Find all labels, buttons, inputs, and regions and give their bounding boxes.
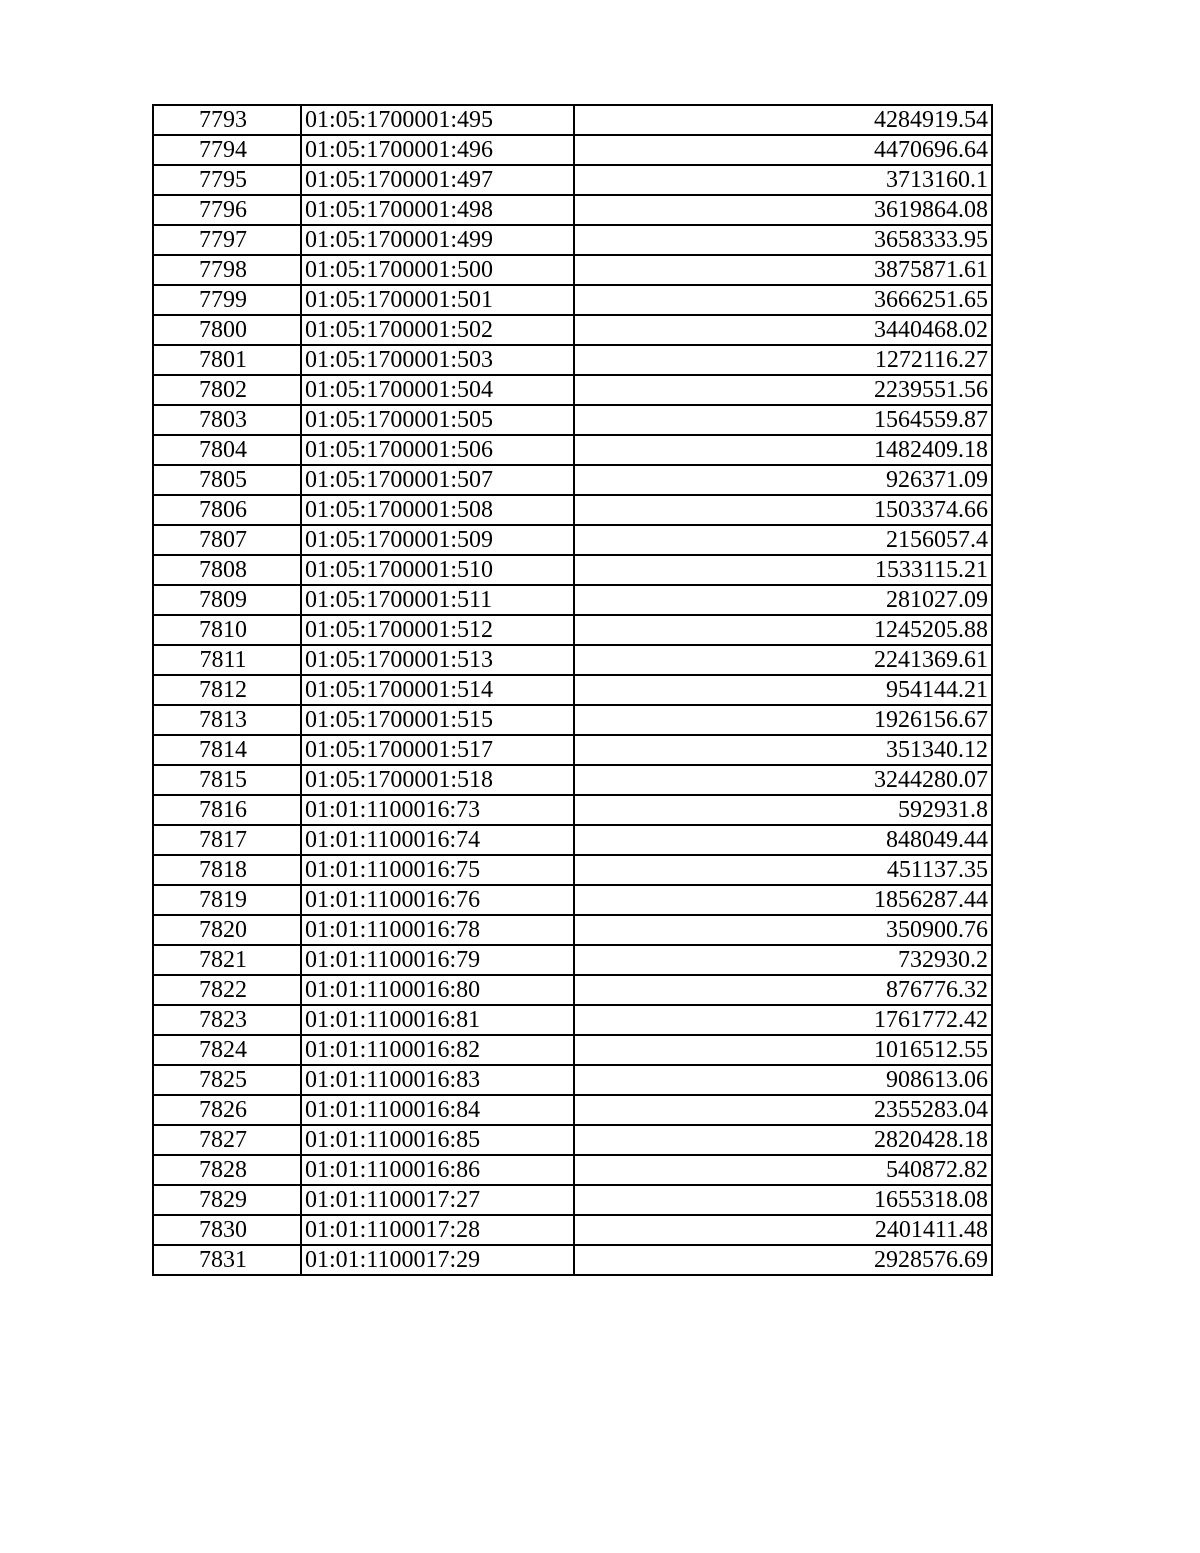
table-row [153, 345, 992, 375]
value-cell: 1272116.27 [574, 345, 992, 375]
row-number-cell: 7829 [153, 1185, 301, 1215]
value-cell: 1503374.66 [574, 495, 992, 525]
cadastral-number-cell: 01:01:1100016:80 [301, 975, 574, 1005]
row-number-cell: 7805 [153, 465, 301, 495]
cadastral-number-cell: 01:05:1700001:513 [301, 645, 574, 675]
value-cell: 3619864.08 [574, 195, 992, 225]
value-cell: 2156057.4 [574, 525, 992, 555]
table-row [153, 1155, 992, 1185]
cadastral-number-cell: 01:05:1700001:505 [301, 405, 574, 435]
cadastral-number-cell: 01:05:1700001:510 [301, 555, 574, 585]
table-body [153, 105, 992, 1275]
cadastral-number-cell: 01:01:1100016:82 [301, 1035, 574, 1065]
table-row [153, 975, 992, 1005]
table-row [153, 615, 992, 645]
table-row [153, 675, 992, 705]
table-row [153, 855, 992, 885]
row-number-cell: 7822 [153, 975, 301, 1005]
value-cell: 954144.21 [574, 675, 992, 705]
row-number-cell: 7821 [153, 945, 301, 975]
value-cell: 2239551.56 [574, 375, 992, 405]
value-cell: 3713160.1 [574, 165, 992, 195]
table-row [153, 765, 992, 795]
row-number-cell: 7824 [153, 1035, 301, 1065]
table-row [153, 315, 992, 345]
row-number-cell: 7796 [153, 195, 301, 225]
row-number-cell: 7820 [153, 915, 301, 945]
table-row [153, 585, 992, 615]
cadastral-number-cell: 01:01:1100016:83 [301, 1065, 574, 1095]
table-row [153, 465, 992, 495]
value-cell: 4470696.64 [574, 135, 992, 165]
cadastral-number-cell: 01:01:1100017:29 [301, 1245, 574, 1275]
cadastral-number-cell: 01:05:1700001:495 [301, 105, 574, 135]
value-cell: 1016512.55 [574, 1035, 992, 1065]
row-number-cell: 7819 [153, 885, 301, 915]
value-cell: 3440468.02 [574, 315, 992, 345]
row-number-cell: 7803 [153, 405, 301, 435]
value-cell: 1761772.42 [574, 1005, 992, 1035]
table-row [153, 195, 992, 225]
row-number-cell: 7825 [153, 1065, 301, 1095]
table-row [153, 1215, 992, 1245]
value-cell: 2241369.61 [574, 645, 992, 675]
cadastral-number-cell: 01:01:1100016:74 [301, 825, 574, 855]
value-cell: 1245205.88 [574, 615, 992, 645]
row-number-cell: 7802 [153, 375, 301, 405]
value-cell: 540872.82 [574, 1155, 992, 1185]
row-number-cell: 7798 [153, 255, 301, 285]
value-cell: 2820428.18 [574, 1125, 992, 1155]
cadastral-number-cell: 01:05:1700001:499 [301, 225, 574, 255]
value-cell: 3244280.07 [574, 765, 992, 795]
row-number-cell: 7811 [153, 645, 301, 675]
cadastral-number-cell: 01:05:1700001:517 [301, 735, 574, 765]
table-row [153, 705, 992, 735]
value-cell: 1856287.44 [574, 885, 992, 915]
row-number-cell: 7801 [153, 345, 301, 375]
row-number-cell: 7830 [153, 1215, 301, 1245]
row-number-cell: 7827 [153, 1125, 301, 1155]
value-cell: 3875871.61 [574, 255, 992, 285]
cadastral-number-cell: 01:05:1700001:501 [301, 285, 574, 315]
cadastral-number-cell: 01:05:1700001:515 [301, 705, 574, 735]
cadastral-number-cell: 01:05:1700001:509 [301, 525, 574, 555]
value-cell: 908613.06 [574, 1065, 992, 1095]
row-number-cell: 7807 [153, 525, 301, 555]
table-row [153, 645, 992, 675]
value-cell: 1926156.67 [574, 705, 992, 735]
cadastral-number-cell: 01:05:1700001:511 [301, 585, 574, 615]
cadastral-number-cell: 01:01:1100016:76 [301, 885, 574, 915]
row-number-cell: 7828 [153, 1155, 301, 1185]
value-cell: 592931.8 [574, 795, 992, 825]
row-number-cell: 7812 [153, 675, 301, 705]
table-row [153, 435, 992, 465]
value-cell: 1655318.08 [574, 1185, 992, 1215]
value-cell: 848049.44 [574, 825, 992, 855]
table-row [153, 255, 992, 285]
row-number-cell: 7813 [153, 705, 301, 735]
row-number-cell: 7800 [153, 315, 301, 345]
table-row [153, 375, 992, 405]
table-row [153, 225, 992, 255]
row-number-cell: 7794 [153, 135, 301, 165]
row-number-cell: 7826 [153, 1095, 301, 1125]
row-number-cell: 7810 [153, 615, 301, 645]
cadastral-number-cell: 01:05:1700001:503 [301, 345, 574, 375]
row-number-cell: 7799 [153, 285, 301, 315]
cadastral-number-cell: 01:01:1100016:81 [301, 1005, 574, 1035]
cadastral-number-cell: 01:05:1700001:498 [301, 195, 574, 225]
table-row [153, 285, 992, 315]
cadastral-number-cell: 01:05:1700001:518 [301, 765, 574, 795]
value-cell: 281027.09 [574, 585, 992, 615]
cadastral-number-cell: 01:05:1700001:514 [301, 675, 574, 705]
table-row [153, 135, 992, 165]
row-number-cell: 7806 [153, 495, 301, 525]
table-row [153, 1125, 992, 1155]
row-number-cell: 7817 [153, 825, 301, 855]
row-number-cell: 7809 [153, 585, 301, 615]
value-cell: 351340.12 [574, 735, 992, 765]
cadastral-number-cell: 01:05:1700001:507 [301, 465, 574, 495]
cadastral-number-cell: 01:05:1700001:508 [301, 495, 574, 525]
table-row [153, 105, 992, 135]
value-cell: 350900.76 [574, 915, 992, 945]
cadastral-number-cell: 01:01:1100016:79 [301, 945, 574, 975]
table-row [153, 945, 992, 975]
row-number-cell: 7808 [153, 555, 301, 585]
table-row [153, 1185, 992, 1215]
table-row [153, 1245, 992, 1275]
cadastral-number-cell: 01:05:1700001:500 [301, 255, 574, 285]
table-row [153, 525, 992, 555]
value-cell: 2355283.04 [574, 1095, 992, 1125]
row-number-cell: 7831 [153, 1245, 301, 1275]
table-row [153, 495, 992, 525]
row-number-cell: 7795 [153, 165, 301, 195]
table-row [153, 885, 992, 915]
cadastral-number-cell: 01:01:1100016:85 [301, 1125, 574, 1155]
table-row [153, 1005, 992, 1035]
value-cell: 876776.32 [574, 975, 992, 1005]
cadastral-number-cell: 01:01:1100016:78 [301, 915, 574, 945]
cadastral-number-cell: 01:05:1700001:504 [301, 375, 574, 405]
cadastral-number-cell: 01:01:1100016:73 [301, 795, 574, 825]
table-row [153, 1095, 992, 1125]
table-row [153, 405, 992, 435]
cadastral-number-cell: 01:01:1100016:75 [301, 855, 574, 885]
cadastral-number-cell: 01:01:1100016:84 [301, 1095, 574, 1125]
cadastral-number-cell: 01:05:1700001:496 [301, 135, 574, 165]
value-cell: 3658333.95 [574, 225, 992, 255]
row-number-cell: 7793 [153, 105, 301, 135]
table-row [153, 1035, 992, 1065]
row-number-cell: 7804 [153, 435, 301, 465]
row-number-cell: 7815 [153, 765, 301, 795]
cadastral-number-cell: 01:05:1700001:497 [301, 165, 574, 195]
value-cell: 2401411.48 [574, 1215, 992, 1245]
table-row [153, 915, 992, 945]
row-number-cell: 7814 [153, 735, 301, 765]
row-number-cell: 7818 [153, 855, 301, 885]
value-cell: 2928576.69 [574, 1245, 992, 1275]
table-row [153, 825, 992, 855]
row-number-cell: 7823 [153, 1005, 301, 1035]
cadastral-number-cell: 01:01:1100017:28 [301, 1215, 574, 1245]
value-cell: 1564559.87 [574, 405, 992, 435]
value-cell: 1533115.21 [574, 555, 992, 585]
table-row [153, 735, 992, 765]
data-table [152, 104, 993, 1276]
cadastral-number-cell: 01:05:1700001:506 [301, 435, 574, 465]
table-row [153, 795, 992, 825]
value-cell: 1482409.18 [574, 435, 992, 465]
cadastral-number-cell: 01:01:1100016:86 [301, 1155, 574, 1185]
table-row [153, 1065, 992, 1095]
value-cell: 451137.35 [574, 855, 992, 885]
cadastral-number-cell: 01:05:1700001:502 [301, 315, 574, 345]
value-cell: 926371.09 [574, 465, 992, 495]
row-number-cell: 7816 [153, 795, 301, 825]
row-number-cell: 7797 [153, 225, 301, 255]
value-cell: 4284919.54 [574, 105, 992, 135]
table-row [153, 165, 992, 195]
cadastral-number-cell: 01:01:1100017:27 [301, 1185, 574, 1215]
value-cell: 732930.2 [574, 945, 992, 975]
cadastral-number-cell: 01:05:1700001:512 [301, 615, 574, 645]
value-cell: 3666251.65 [574, 285, 992, 315]
table-row [153, 555, 992, 585]
